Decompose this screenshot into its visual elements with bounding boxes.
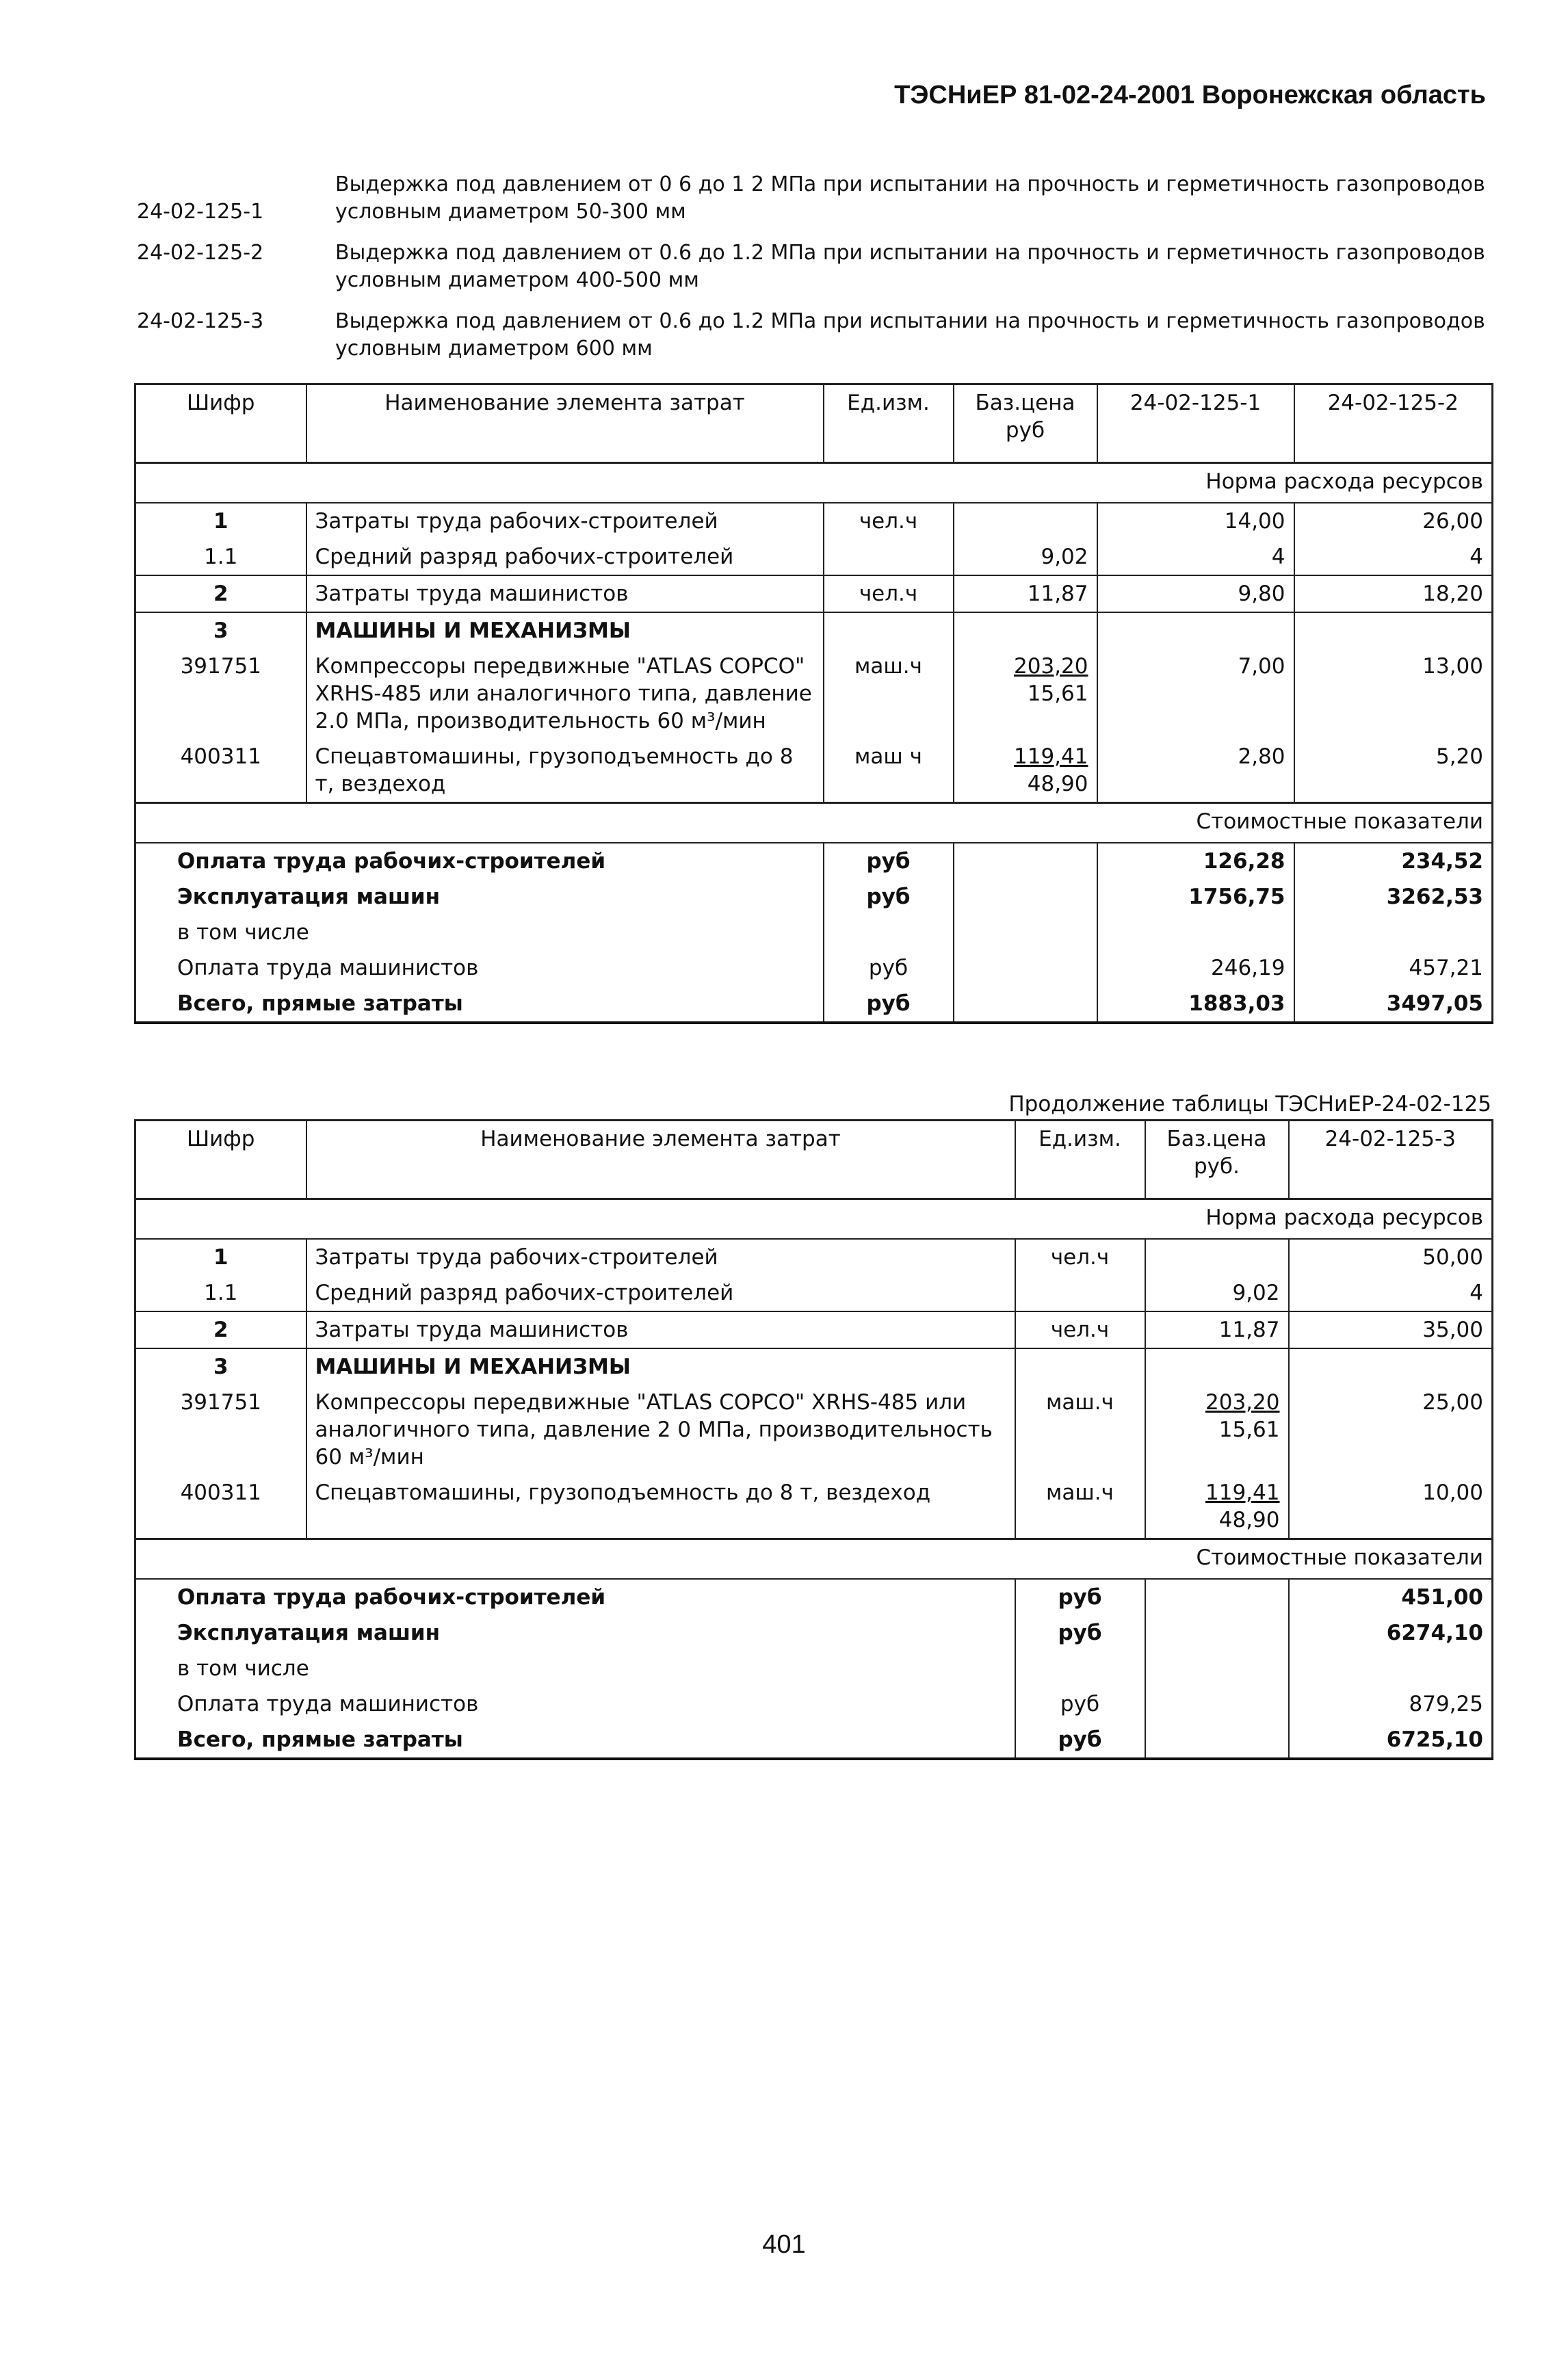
row-price xyxy=(1145,1239,1289,1275)
row-code: 391751 xyxy=(180,654,261,679)
summary-value-1 xyxy=(1289,1651,1493,1686)
norm-band-label: Норма расхода ресурсов xyxy=(135,1199,1493,1240)
summary-row xyxy=(135,1615,1493,1651)
intro-item xyxy=(137,308,1491,363)
header-col-125-1: 24-02-125-1 xyxy=(1097,384,1294,463)
summary-name: Всего, прямые затраты xyxy=(135,986,824,1023)
summary-unit xyxy=(824,915,954,950)
summary-row xyxy=(135,1579,1493,1615)
intro-text: Выдержка под давлением от 0.6 до 1.2 МПа при испытании на прочность и герметичность газопроводов условным диаметром 400-500 мм xyxy=(335,241,1485,292)
row-unit: маш.ч xyxy=(1015,1385,1145,1475)
row-value-1: 7,00 xyxy=(1097,649,1294,739)
row-price-value: 119,41 xyxy=(1014,744,1088,769)
summary-row xyxy=(135,843,1493,879)
cost-band-label: Стоимостные показатели xyxy=(135,803,1493,843)
row-unit: чел.ч xyxy=(824,503,954,539)
summary-row xyxy=(135,1651,1493,1686)
summary-value-1: 451,00 xyxy=(1289,1579,1493,1615)
summary-empty xyxy=(954,915,1097,950)
summary-empty xyxy=(1145,1615,1289,1651)
row-unit xyxy=(824,539,954,575)
row-name: Компрессоры передвижные "ATLAS COPCO" XRHS-485 или аналогичного типа, давление 2.0 МПа, производительность 60 м³/мин xyxy=(306,649,824,739)
row-unit: чел.ч xyxy=(824,575,954,612)
table-row xyxy=(135,1311,1493,1348)
intro-text: Выдержка под давлением от 0.6 до 1.2 МПа при испытании на прочность и герметичность газопроводов условным диаметром 600 мм xyxy=(335,309,1485,361)
row-value-1: 25,00 xyxy=(1289,1385,1493,1475)
row-unit: чел.ч xyxy=(1015,1311,1145,1348)
table-row xyxy=(135,539,1493,575)
summary-unit: руб xyxy=(824,986,954,1023)
header-price: Баз.цена руб. xyxy=(1145,1121,1289,1199)
row-value-1: 10,00 xyxy=(1289,1475,1493,1539)
row-code: 3 xyxy=(135,1348,306,1385)
intro-code: 24-02-125-1 xyxy=(137,200,264,224)
summary-unit: руб xyxy=(824,950,954,986)
summary-name: Оплата труда машинистов xyxy=(177,956,479,980)
row-code: 1 xyxy=(135,503,306,539)
intro-code: 24-02-125-2 xyxy=(137,241,264,265)
table-row xyxy=(135,1475,1493,1539)
intro-list xyxy=(137,171,1491,376)
row-value-1: 14,00 xyxy=(1097,503,1294,539)
page-number: 401 xyxy=(762,2230,806,2259)
table-row xyxy=(135,1239,1493,1275)
summary-value-2: 3262,53 xyxy=(1294,879,1493,915)
table-row xyxy=(135,739,1493,803)
row-unit: маш.ч xyxy=(1015,1475,1145,1539)
summary-name: в том числе xyxy=(177,920,309,945)
norm-band-label: Норма расхода ресурсов xyxy=(135,463,1493,504)
row-price xyxy=(954,739,1097,803)
row-price xyxy=(954,649,1097,739)
row-value-1: 35,00 xyxy=(1289,1311,1493,1348)
row-unit: чел.ч xyxy=(1015,1239,1145,1275)
summary-name: Эксплуатация машин xyxy=(177,885,441,909)
summary-value-1: 126,28 xyxy=(1097,843,1294,879)
header-col-125-2: 24-02-125-2 xyxy=(1294,384,1493,463)
summary-value-1: 6274,10 xyxy=(1289,1615,1493,1651)
summary-unit: руб xyxy=(1015,1579,1145,1615)
resource-table-2 xyxy=(134,1119,1493,1760)
summary-unit: руб xyxy=(824,879,954,915)
intro-item xyxy=(137,239,1491,294)
continuation-caption: Продолжение таблицы ТЭСНиЕР-24-02-125 xyxy=(1008,1092,1491,1116)
header-col-125-3: 24-02-125-3 xyxy=(1289,1121,1493,1199)
row-unit: маш ч xyxy=(824,739,954,803)
row-price xyxy=(954,503,1097,539)
summary-value-1: 879,25 xyxy=(1289,1686,1493,1722)
row-price-value: 203,20 xyxy=(1205,1390,1280,1415)
row-price-wage: 48,90 xyxy=(1218,1508,1280,1532)
row-code: 391751 xyxy=(180,1390,261,1415)
table-row xyxy=(135,503,1493,539)
cost-band xyxy=(135,803,1493,843)
row-name: Спецавтомашины, грузоподъемность до 8 т, вездеход xyxy=(306,1475,1015,1539)
row-name: Затраты труда рабочих-строителей xyxy=(306,503,824,539)
row-value-2: 4 xyxy=(1294,539,1493,575)
table-row xyxy=(135,1385,1493,1475)
summary-unit: руб xyxy=(824,843,954,879)
table-row xyxy=(135,575,1493,612)
summary-row xyxy=(135,1686,1493,1722)
row-price xyxy=(1145,1385,1289,1475)
cost-band xyxy=(135,1539,1493,1580)
resource-table-1 xyxy=(134,383,1493,1024)
row-price: 11,87 xyxy=(954,575,1097,612)
row-code: 1.1 xyxy=(204,545,238,569)
summary-empty xyxy=(954,879,1097,915)
header-unit: Ед.изм. xyxy=(1015,1121,1145,1199)
summary-name: Оплата труда рабочих-строителей xyxy=(135,1579,1015,1615)
summary-name: Эксплуатация машин xyxy=(177,1621,441,1645)
row-unit xyxy=(824,612,954,649)
summary-row xyxy=(135,915,1493,950)
header-name: Наименование элемента затрат xyxy=(306,1121,1015,1199)
summary-name: Оплата труда машинистов xyxy=(177,1692,479,1716)
header-code: Шифр xyxy=(135,384,306,463)
summary-value-2 xyxy=(1294,915,1493,950)
row-unit: маш.ч xyxy=(824,649,954,739)
row-price: 9,02 xyxy=(954,539,1097,575)
row-value-1 xyxy=(1289,1348,1493,1385)
summary-name: Всего, прямые затраты xyxy=(135,1722,1015,1759)
summary-unit: руб xyxy=(1015,1686,1145,1722)
norm-band xyxy=(135,1199,1493,1240)
row-value-2 xyxy=(1294,612,1493,649)
row-price-value: 203,20 xyxy=(1014,654,1088,679)
norm-band xyxy=(135,463,1493,504)
intro-item xyxy=(137,171,1491,226)
row-price: 9,02 xyxy=(1145,1275,1289,1311)
row-value-1 xyxy=(1097,612,1294,649)
row-name: Компрессоры передвижные "ATLAS COPCO" XRHS-485 или аналогичного типа, давление 2 0 МПа, производительность 60 м³/мин xyxy=(306,1385,1015,1475)
summary-name: Оплата труда рабочих-строителей xyxy=(135,843,824,879)
summary-value-2: 457,21 xyxy=(1294,950,1493,986)
row-price xyxy=(1145,1348,1289,1385)
row-code: 3 xyxy=(135,612,306,649)
summary-unit: руб xyxy=(1015,1615,1145,1651)
summary-name: в том числе xyxy=(177,1656,309,1681)
cost-band-label: Стоимостные показатели xyxy=(135,1539,1493,1580)
row-price-wage: 15,61 xyxy=(1027,681,1088,706)
row-code: 400311 xyxy=(180,744,261,769)
summary-row xyxy=(135,950,1493,986)
row-value-1: 9,80 xyxy=(1097,575,1294,612)
summary-empty xyxy=(1145,1686,1289,1722)
header-unit: Ед.изм. xyxy=(824,384,954,463)
row-unit xyxy=(1015,1275,1145,1311)
table-row xyxy=(135,1275,1493,1311)
row-value-2: 18,20 xyxy=(1294,575,1493,612)
summary-value-1: 246,19 xyxy=(1097,950,1294,986)
row-value-2: 13,00 xyxy=(1294,649,1493,739)
row-code: 2 xyxy=(135,575,306,612)
summary-value-2: 3497,05 xyxy=(1294,986,1493,1023)
table-header-row xyxy=(135,384,1493,463)
summary-row xyxy=(135,986,1493,1023)
table-header-row xyxy=(135,1121,1493,1199)
table-row xyxy=(135,649,1493,739)
row-value-1: 4 xyxy=(1097,539,1294,575)
table-row xyxy=(135,612,1493,649)
summary-empty xyxy=(954,843,1097,879)
header-code: Шифр xyxy=(135,1121,306,1199)
row-value-1: 2,80 xyxy=(1097,739,1294,803)
row-value-2: 5,20 xyxy=(1294,739,1493,803)
row-name: Средний разряд рабочих-строителей xyxy=(306,1275,1015,1311)
summary-empty xyxy=(954,986,1097,1023)
row-unit xyxy=(1015,1348,1145,1385)
row-price-wage: 15,61 xyxy=(1218,1417,1280,1442)
summary-unit xyxy=(1015,1651,1145,1686)
summary-empty xyxy=(1145,1579,1289,1615)
summary-value-1: 1756,75 xyxy=(1097,879,1294,915)
intro-code: 24-02-125-3 xyxy=(137,309,264,333)
row-name: Затраты труда машинистов xyxy=(306,1311,1015,1348)
row-name: МАШИНЫ И МЕХАНИЗМЫ xyxy=(306,1348,1015,1385)
row-name: Затраты труда машинистов xyxy=(306,575,824,612)
summary-row xyxy=(135,879,1493,915)
row-value-1: 50,00 xyxy=(1289,1239,1493,1275)
row-price xyxy=(954,612,1097,649)
summary-value-1: 6725,10 xyxy=(1289,1722,1493,1759)
row-price-wage: 48,90 xyxy=(1027,772,1088,796)
row-price: 11,87 xyxy=(1145,1311,1289,1348)
table-row xyxy=(135,1348,1493,1385)
page-header-title: ТЭСНиЕР 81-02-24-2001 Воронежская область xyxy=(894,81,1486,109)
row-name: Средний разряд рабочих-строителей xyxy=(306,539,824,575)
summary-row xyxy=(135,1722,1493,1759)
header-name: Наименование элемента затрат xyxy=(306,384,824,463)
summary-value-1: 1883,03 xyxy=(1097,986,1294,1023)
row-name: Спецавтомашины, грузоподъемность до 8 т, вездеход xyxy=(306,739,824,803)
summary-value-2: 234,52 xyxy=(1294,843,1493,879)
summary-unit: руб xyxy=(1015,1722,1145,1759)
row-code: 1.1 xyxy=(204,1281,238,1305)
row-code: 1 xyxy=(135,1239,306,1275)
row-value-2: 26,00 xyxy=(1294,503,1493,539)
row-value-1: 4 xyxy=(1289,1275,1493,1311)
summary-empty xyxy=(1145,1722,1289,1759)
row-code: 2 xyxy=(135,1311,306,1348)
summary-empty xyxy=(1145,1651,1289,1686)
summary-empty xyxy=(954,950,1097,986)
row-code: 400311 xyxy=(180,1480,261,1505)
row-price xyxy=(1145,1475,1289,1539)
header-price: Баз.цена руб xyxy=(954,384,1097,463)
summary-value-1 xyxy=(1097,915,1294,950)
row-name: МАШИНЫ И МЕХАНИЗМЫ xyxy=(306,612,824,649)
row-price-value: 119,41 xyxy=(1205,1480,1280,1505)
row-name: Затраты труда рабочих-строителей xyxy=(306,1239,1015,1275)
intro-text: Выдержка под давлением от 0 6 до 1 2 МПа при испытании на прочность и герметичность газопроводов условным диаметром 50-300 мм xyxy=(335,172,1485,224)
